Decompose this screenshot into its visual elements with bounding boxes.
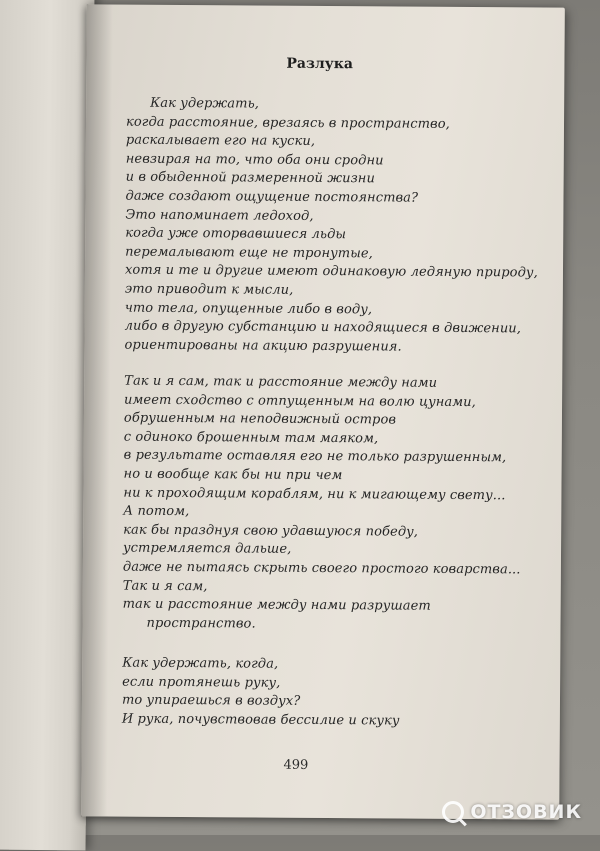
stanza-1: [124, 95, 556, 358]
poem-line: Как удержать, когда,: [122, 655, 279, 672]
poem-line: пространство.: [146, 615, 256, 632]
poem-line: Так и я сам, так и расстояние между нами: [124, 373, 438, 391]
poem-line: с одиноко брошенным там маяком,: [123, 429, 379, 447]
poem-line: что тела, опущенные либо в воду,: [124, 300, 373, 317]
poem-line: И рука, почувствовав бессилие и скуку: [121, 711, 400, 729]
poem-line: хотя и те и другие имеют одинаковую ледяную природу,: [124, 262, 538, 281]
poem-line: если протянешь руку,: [122, 674, 281, 691]
poem-line: обрушенным на неподвижный остров: [123, 410, 397, 428]
poem-line: даже создают ощущение постоянства?: [125, 188, 419, 206]
search-icon: [442, 801, 464, 823]
stanza-2: [122, 373, 554, 636]
poem-line: то упираешься в воздух?: [121, 692, 301, 710]
poem-line: даже не пытаясь скрыть своего простого коварства...: [122, 559, 521, 578]
poem-title: Разлука: [286, 55, 354, 73]
watermark-text: ОТЗОВИК: [470, 801, 582, 823]
poem-line: когда уже оторвавшиеся льды: [125, 225, 347, 243]
stanza-3: [122, 655, 553, 732]
poem-line: ни к проходящим кораблям, ни к мигающему свету...: [123, 485, 506, 503]
poem-line: когда расстояние, врезаясь в пространство,: [125, 114, 450, 132]
poem-line: так и расстояние между нами разрушает: [122, 596, 431, 614]
left-page: [0, 0, 94, 851]
poem-line: устремляется дальше,: [122, 540, 292, 558]
poem-line: в результате оставляя его не только разрушенным,: [123, 447, 507, 466]
page-number: 499: [283, 757, 309, 773]
poem-line: как бы празднуя свою удавшуюся победу,: [123, 522, 419, 540]
poem-line: ориентированы на акцию разрушения.: [124, 337, 402, 355]
poem-line: либо в другую субстанцию и находящиеся в движении,: [124, 318, 522, 337]
poem-line: Так и я сам,: [122, 578, 208, 594]
book-page: [81, 4, 565, 819]
poem-line: раскалывает его на куски,: [125, 132, 316, 150]
poem-line: и в обыденной размеренной жизни: [125, 169, 376, 187]
poem-line: А потом,: [123, 503, 190, 520]
watermark-logo: [442, 801, 582, 823]
poem-line: Как удержать,: [150, 95, 260, 112]
poem-line: невзирая на то, что оба они сродни: [125, 151, 384, 169]
poem-line: перемалывают еще не тронутые,: [125, 244, 374, 262]
poem-line: это приводит к мысли,: [124, 281, 294, 298]
poem-line: имеет сходство с отпущенным на волю цунами,: [124, 392, 476, 410]
poem-line: но и вообще как бы ни при чем: [123, 466, 343, 484]
poem-line: Это напоминает ледоход,: [125, 207, 314, 224]
